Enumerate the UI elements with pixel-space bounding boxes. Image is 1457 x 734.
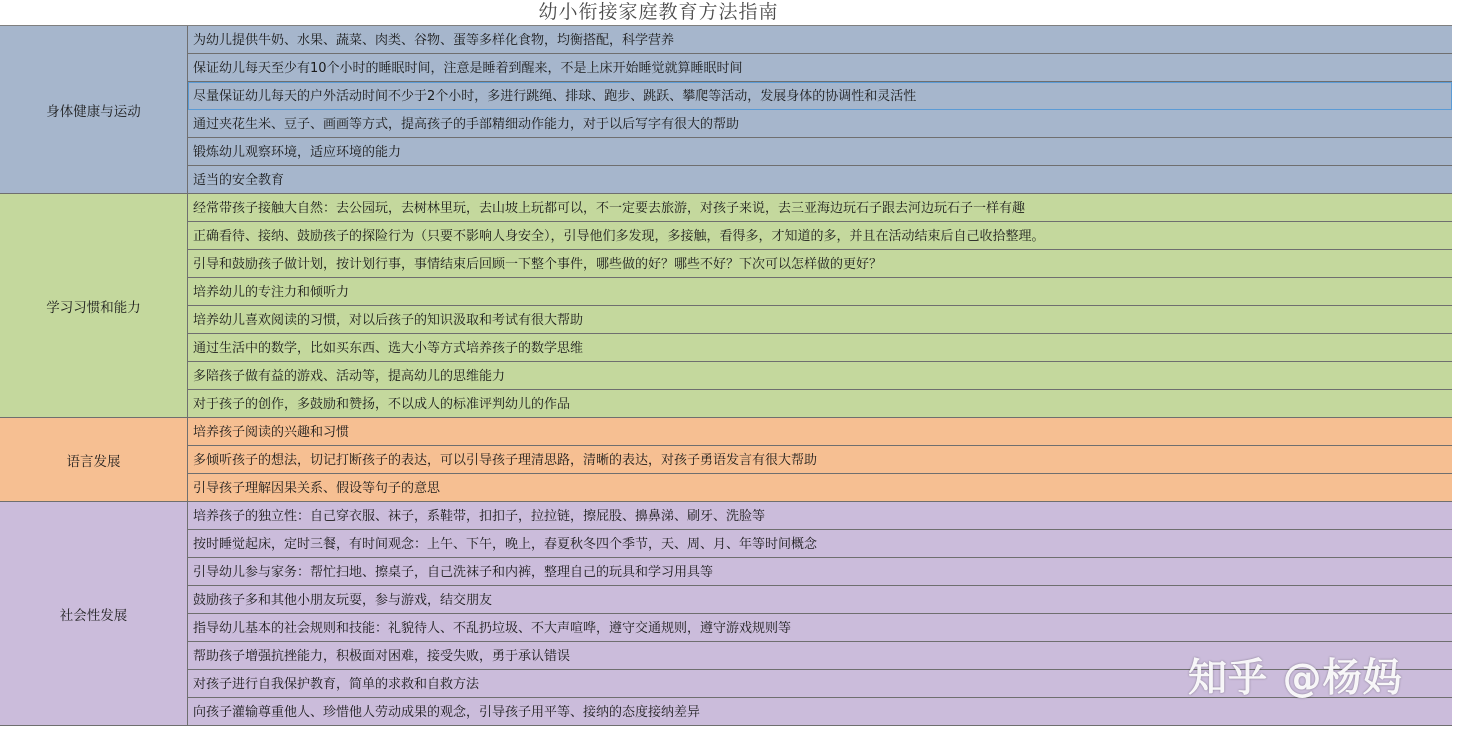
category-cell[interactable]: 社会性发展 <box>0 502 188 725</box>
category-cell[interactable]: 身体健康与运动 <box>0 26 188 193</box>
table-row[interactable]: 对于孩子的创作，多鼓励和赞扬，不以成人的标准评判幼儿的作品 <box>193 397 571 412</box>
title-bar <box>0 0 1457 25</box>
table-row[interactable]: 按时睡觉起床，定时三餐，有时间观念：上午、下午，晚上，春夏秋冬四个季节，天、周、月、年等时间概念 <box>188 530 1452 558</box>
category-cell[interactable]: 学习习惯和能力 <box>0 194 188 417</box>
table-row[interactable]: 培养幼儿喜欢阅读的习惯，对以后孩子的知识汲取和考试有很大帮助 <box>188 306 1452 334</box>
table-row[interactable]: 引导和鼓励孩子做计划，按计划行事，事情结束后回顾一下整个事件，哪些做的好？哪些不好？下次可以怎样做的更好？ <box>188 250 1452 278</box>
table-row[interactable]: 鼓励孩子多和其他小朋友玩耍，参与游戏，结交朋友 <box>188 586 1452 614</box>
table-row[interactable]: 适当的安全教育 <box>193 173 285 188</box>
table-row[interactable]: 经常带孩子接触大自然：去公园玩，去树林里玩，去山坡上玩都可以，不一定要去旅游，对孩子来说，去三亚海边玩石子跟去河边玩石子一样有趣 <box>188 194 1452 222</box>
table-row[interactable]: 多倾听孩子的想法，切记打断孩子的表达，可以引导孩子理清思路，清晰的表达，对孩子勇语发言有很大帮助 <box>188 446 1452 474</box>
table-row[interactable]: 向孩子灌输尊重他人、珍惜他人劳动成果的观念，引导孩子用平等、接纳的态度接纳差异 <box>193 705 701 720</box>
table-row[interactable]: 通过夹花生米、豆子、画画等方式，提高孩子的手部精细动作能力，对于以后写字有很大的帮助 <box>188 110 1452 138</box>
sheet-right-margin <box>1452 25 1457 734</box>
table-row[interactable]: 培养孩子的独立性：自己穿衣服、袜子，系鞋带，扣扣子，拉拉链，擦屁股、擤鼻涕、刷牙、洗脸等 <box>188 502 1452 530</box>
table-row[interactable]: 指导幼儿基本的社会规则和技能：礼貌待人、不乱扔垃圾、不大声喧哗，遵守交通规则，遵守游戏规则等 <box>188 614 1452 642</box>
table-row[interactable]: 正确看待、接纳、鼓励孩子的探险行为（只要不影响人身安全），引导他们多发现，多接触，看得多，才知道的多，并且在活动结束后自己收拾整理。 <box>188 222 1452 250</box>
item-list <box>188 26 1452 193</box>
page-title: 幼小衔接家庭教育方法指南 <box>538 1 779 23</box>
table-row[interactable]: 锻炼幼儿观察环境，适应环境的能力 <box>188 138 1452 166</box>
table-row[interactable]: 对孩子进行自我保护教育，简单的求救和自救方法 <box>188 670 1452 698</box>
category-cell[interactable]: 语言发展 <box>0 418 188 501</box>
section-body-health <box>0 26 1452 194</box>
table-row[interactable]: 培养幼儿的专注力和倾听力 <box>188 278 1452 306</box>
table-row[interactable]: 通过生活中的数学，比如买东西、选大小等方式培养孩子的数学思维 <box>188 334 1452 362</box>
guide-table <box>0 25 1452 726</box>
table-row[interactable]: 帮助孩子增强抗挫能力，积极面对困难，接受失败，勇于承认错误 <box>188 642 1452 670</box>
item-list <box>188 418 1452 501</box>
table-row[interactable]: 培养孩子阅读的兴趣和习惯 <box>188 418 1452 446</box>
section-learning <box>0 194 1452 418</box>
table-row[interactable]: 保证幼儿每天至少有10个小时的睡眠时间，注意是睡着到醒来，不是上床开始睡觉就算睡眠时间 <box>188 54 1452 82</box>
item-list <box>188 194 1452 417</box>
table-row[interactable]: 引导孩子理解因果关系、假设等句子的意思 <box>193 481 441 496</box>
section-language <box>0 418 1452 502</box>
table-row[interactable]: 引导幼儿参与家务：帮忙扫地、擦桌子，自己洗袜子和内裤，整理自己的玩具和学习用具等 <box>188 558 1452 586</box>
table-row[interactable]: 为幼儿提供牛奶、水果、蔬菜、肉类、谷物、蛋等多样化食物，均衡搭配，科学营养 <box>188 26 1452 54</box>
table-row[interactable]: 多陪孩子做有益的游戏、活动等，提高幼儿的思维能力 <box>188 362 1452 390</box>
zhihu-watermark: 知乎 @杨妈 <box>1188 656 1403 701</box>
table-row-selected[interactable]: 尽量保证幼儿每天的户外活动时间不少于2个小时，多进行跳绳、排球、跑步、跳跃、攀爬等活动，发展身体的协调性和灵活性 <box>188 82 1452 110</box>
